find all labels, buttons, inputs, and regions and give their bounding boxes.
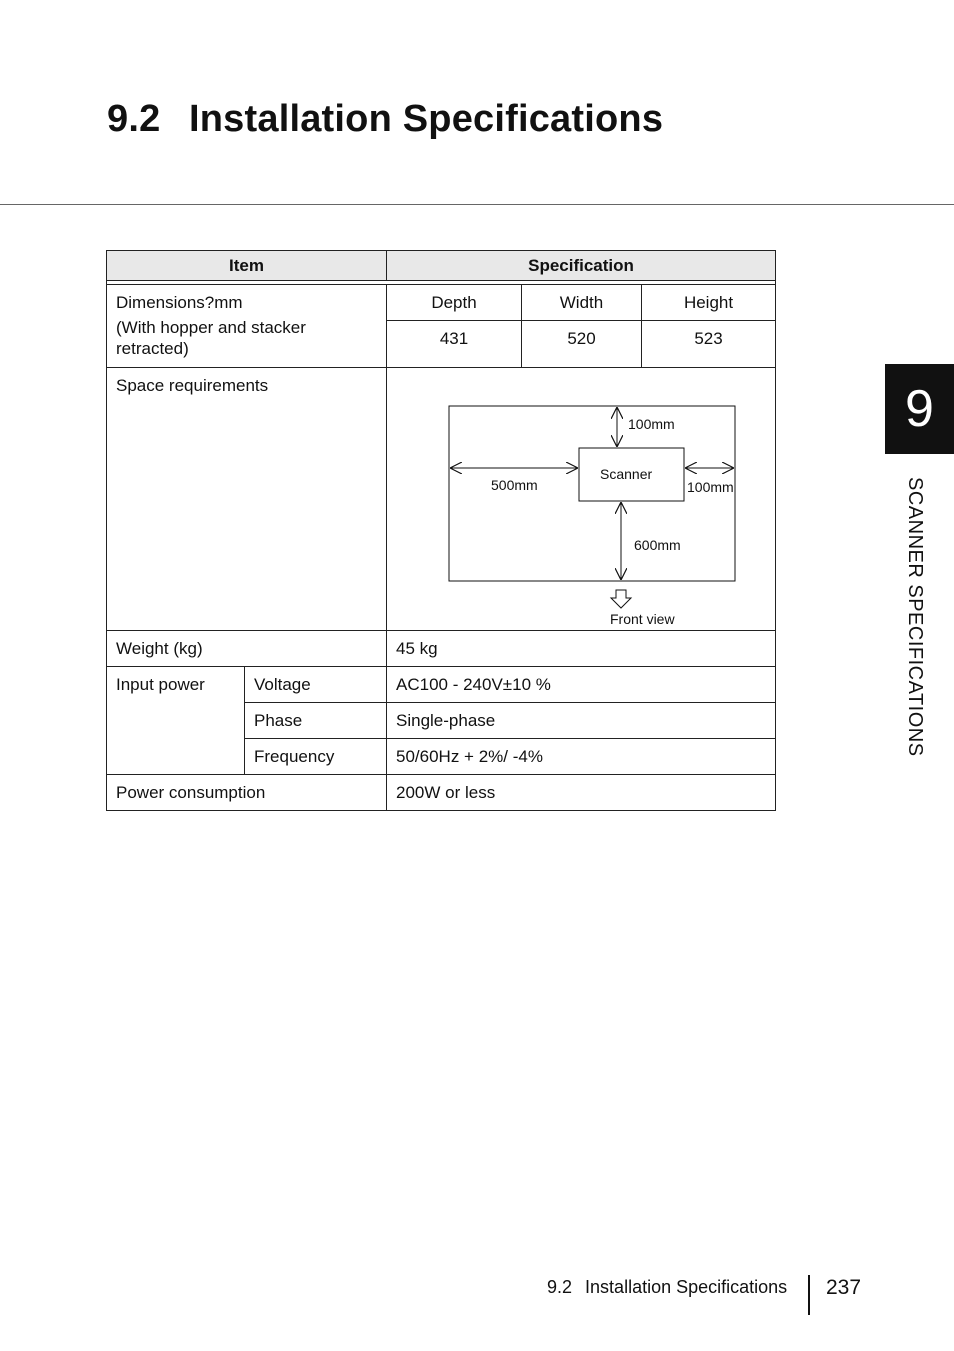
section-title: Installation Specifications bbox=[189, 98, 664, 140]
dimensions-note: (With hopper and stacker retracted) bbox=[116, 318, 306, 358]
table-header-row bbox=[107, 251, 776, 281]
header-item: Item bbox=[107, 251, 387, 281]
power-consumption-label-cell bbox=[107, 775, 387, 811]
dimensions-height-value: 523 bbox=[642, 321, 776, 368]
top-clearance-label: 100mm bbox=[628, 416, 675, 432]
phase-value-cell bbox=[387, 703, 776, 739]
frequency-value-cell bbox=[387, 739, 776, 775]
footer-section-number: 9.2 bbox=[547, 1277, 573, 1297]
space-diagram-cell bbox=[387, 368, 776, 631]
power-consumption-value-cell bbox=[387, 775, 776, 811]
space-requirements-diagram bbox=[387, 368, 775, 630]
weight-value-cell bbox=[387, 631, 776, 667]
front-view-arrow-icon bbox=[611, 590, 631, 608]
dimensions-label: Dimensions?mm bbox=[116, 293, 243, 312]
power-consumption-value: 200W or less bbox=[396, 783, 496, 802]
bottom-clearance-label: 600mm bbox=[634, 537, 681, 553]
header-specification: Specification bbox=[387, 251, 776, 281]
frequency-label-cell bbox=[245, 739, 387, 775]
voltage-value-cell bbox=[387, 667, 776, 703]
table-row-voltage bbox=[107, 667, 776, 703]
frequency-label: Frequency bbox=[254, 747, 335, 766]
phase-label-cell bbox=[245, 703, 387, 739]
voltage-label-cell bbox=[245, 667, 387, 703]
weight-label: Weight (kg) bbox=[116, 639, 203, 658]
dimensions-width-value: 520 bbox=[522, 321, 642, 368]
chapter-side-label: SCANNER SPECIFICATIONS bbox=[904, 477, 926, 757]
table-row-space bbox=[107, 368, 776, 631]
input-power-label: Input power bbox=[116, 675, 205, 694]
voltage-label: Voltage bbox=[254, 675, 311, 694]
dimensions-width-header: Width bbox=[522, 285, 642, 321]
installation-spec-table bbox=[106, 250, 776, 811]
table-row-dimensions bbox=[107, 285, 776, 321]
weight-value: 45 kg bbox=[396, 639, 438, 658]
frequency-value: 50/60Hz + 2%/ -4% bbox=[396, 747, 543, 766]
scanner-label: Scanner bbox=[600, 466, 653, 482]
footer-section-title: Installation Specifications bbox=[585, 1277, 788, 1297]
power-consumption-label: Power consumption bbox=[116, 783, 266, 802]
table-row-weight bbox=[107, 631, 776, 667]
phase-value: Single-phase bbox=[396, 711, 496, 730]
input-power-label-cell bbox=[107, 667, 245, 775]
phase-label: Phase bbox=[254, 711, 303, 730]
table-row-power-consumption bbox=[107, 775, 776, 811]
dimensions-depth-header: Depth bbox=[387, 285, 522, 321]
front-view-label: Front view bbox=[610, 611, 675, 627]
footer-divider bbox=[808, 1275, 810, 1315]
title-divider bbox=[0, 204, 954, 205]
dimensions-depth-value: 431 bbox=[387, 321, 522, 368]
weight-label-cell bbox=[107, 631, 387, 667]
page-number: 237 bbox=[826, 1276, 862, 1299]
right-clearance-label: 100mm bbox=[687, 479, 734, 495]
dimensions-label-cell bbox=[107, 285, 387, 368]
footer-section bbox=[547, 1277, 787, 1298]
chapter-tab: 9 bbox=[885, 364, 954, 454]
page-title bbox=[107, 98, 663, 141]
space-label: Space requirements bbox=[116, 376, 269, 395]
section-number: 9.2 bbox=[107, 98, 161, 140]
left-clearance-label: 500mm bbox=[491, 477, 538, 493]
voltage-value: AC100 - 240V±10 % bbox=[396, 675, 551, 694]
space-label-cell bbox=[107, 368, 387, 631]
dimensions-height-header: Height bbox=[642, 285, 776, 321]
